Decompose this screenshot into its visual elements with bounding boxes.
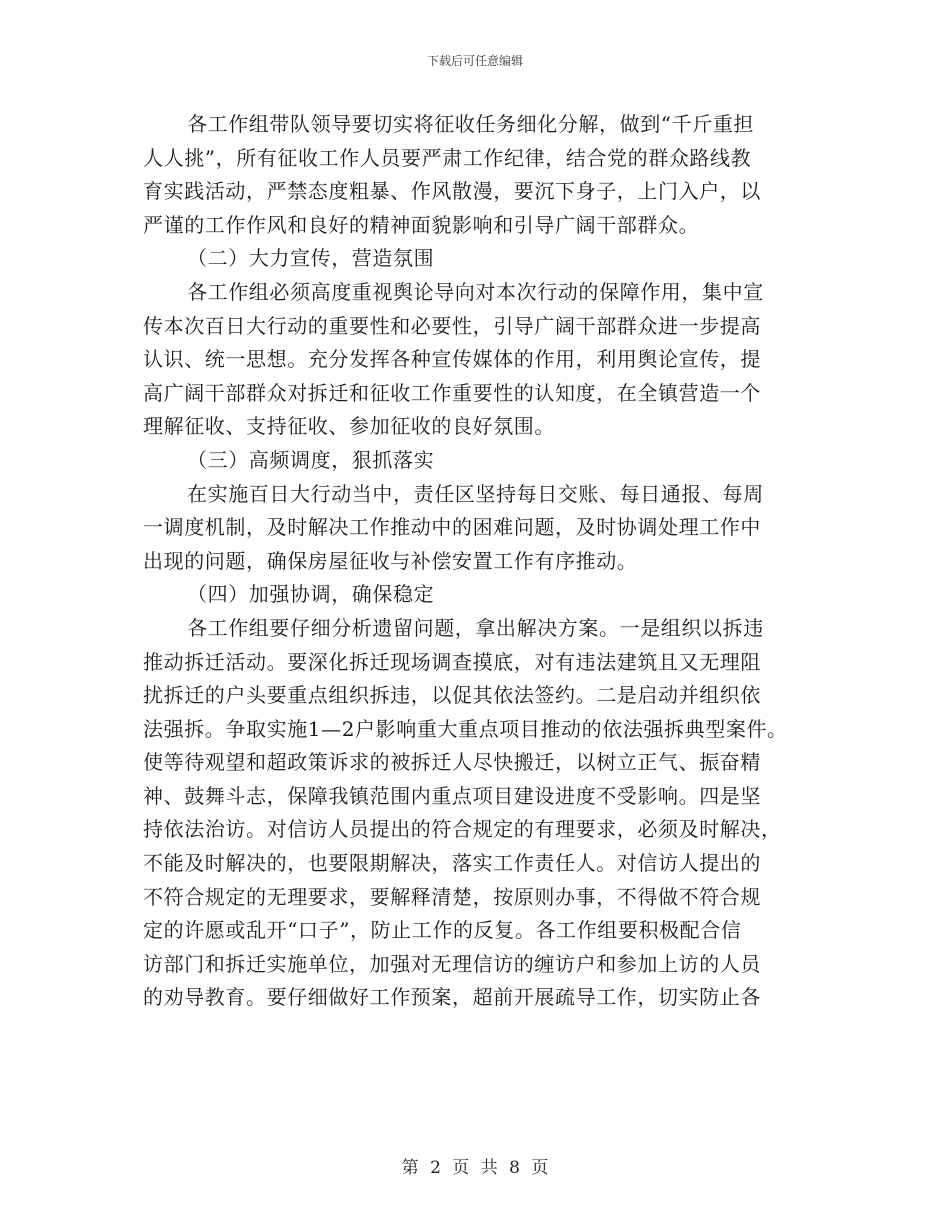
section-heading: （三）高频调度，狠抓落实	[187, 447, 435, 472]
paragraph-line: 的劝导教育。要仔细做好工作预案，超前开展疏导工作，切实防止各	[143, 985, 761, 1010]
paragraph-line: 不符合规定的无理要求，要解释清楚，按原则办事，不得做不符合规	[143, 884, 761, 909]
paragraph-line: 理解征收、支持征收、参加征收的良好氛围。	[143, 414, 555, 439]
paragraph-line: 扰拆迁的户头要重点组织拆违，以促其依法签约。二是启动并组织依	[143, 683, 761, 708]
paragraph-line: 不能及时解决的，也要限期解决，落实工作责任人。对信访人提出的	[143, 851, 761, 876]
page-number: 第 2 页 共 8 页	[401, 1158, 549, 1178]
paragraph-line: 各工作组要仔细分析遗留问题，拿出解决方案。一是组织以拆违	[187, 615, 764, 640]
section-heading: （四）加强协调，确保稳定	[187, 582, 435, 607]
paragraph-line: 在实施百日大行动当中，责任区坚持每日交账、每日通报、每周	[187, 481, 764, 506]
page-header-note: 下载后可任意编辑	[426, 54, 523, 68]
paragraph-line: 神、鼓舞斗志，保障我镇范围内重点项目建设进度不受影响。四是坚	[143, 783, 761, 808]
paragraph-line: 定的许愿或乱开“口子”，防止工作的反复。各工作组要积极配合信	[143, 918, 742, 943]
paragraph-line: 出现的问题，确保房屋征收与补偿安置工作有序推动。	[143, 548, 638, 573]
paragraph-line: 持依法治访。对信访人员提出的符合规定的有理要求，必须及时解决，	[143, 817, 782, 842]
paragraph-line: 使等待观望和超政策诉求的被拆迁人尽快搬迁，以树立正气、振奋精	[143, 750, 761, 775]
paragraph-line: 严谨的工作作风和良好的精神面貌影响和引导广阔干部群众。	[143, 212, 700, 237]
paragraph-line: 传本次百日大行动的重要性和必要性，引导广阔干部群众进一步提高	[143, 313, 761, 338]
paragraph-line: 法强拆。争取实施1—2户影响重大重点项目推动的依法强拆典型案件。	[143, 716, 788, 741]
paragraph-line: 人人挑”，所有征收工作人员要严肃工作纪律，结合党的群众路线教	[143, 145, 752, 170]
document-body	[143, 108, 815, 1015]
paragraph-line: 各工作组必须高度重视舆论导向对本次行动的保障作用，集中宣	[187, 279, 764, 304]
paragraph-line: 各工作组带队领导要切实将征收任务细化分解，做到“千斤重担	[187, 112, 755, 136]
paragraph-line: 访部门和拆迁实施单位，加强对无理信访的缠访户和参加上访的人员	[143, 951, 761, 976]
paragraph-line: 一调度机制，及时解决工作推动中的困难问题，及时协调处理工作中	[143, 515, 761, 540]
paragraph-line: 高广阔干部群众对拆迁和征收工作重要性的认知度，在全镇营造一个	[143, 380, 761, 405]
paragraph-line: 育实践活动，严禁态度粗暴、作风散漫，要沉下身子，上门入户，以	[143, 179, 761, 204]
paragraph-line: 认识、统一思想。充分发挥各种宣传媒体的作用，利用舆论宣传，提	[143, 347, 761, 372]
paragraph-line: 推动拆迁活动。要深化拆迁现场调查摸底，对有违法建筑且又无理阻	[143, 649, 761, 674]
section-heading: （二）大力宣传，营造氛围	[187, 246, 435, 271]
